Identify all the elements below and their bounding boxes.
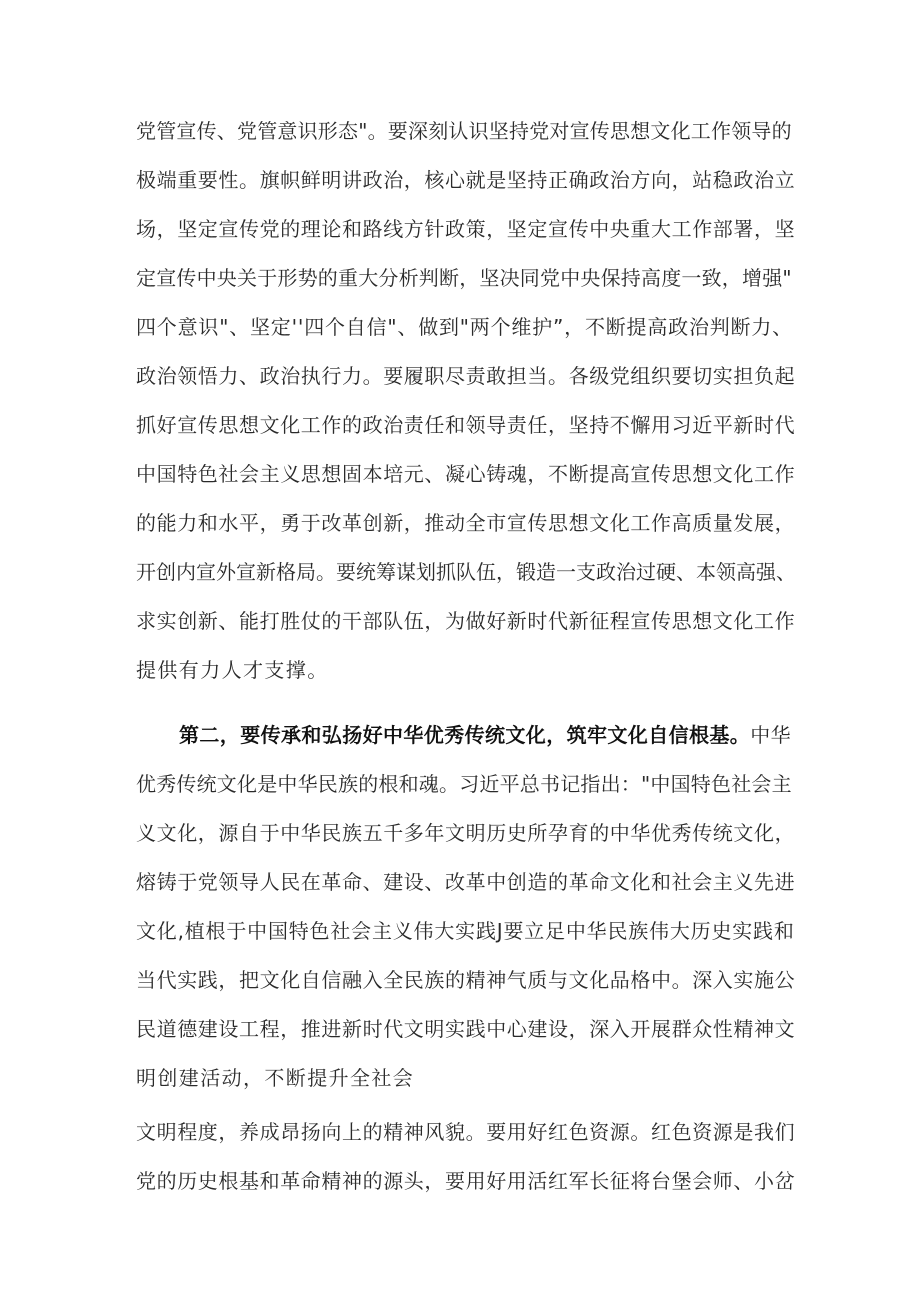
paragraph-1-line: 政治领悟力、政治执行力。要履职尽责敢担当。各级党组织要切实担负起 bbox=[136, 364, 796, 388]
paragraph-2-line: 民道德建设工程，推进新时代文明实践中心建设，深入开展群众性精神文 bbox=[136, 1017, 796, 1041]
paragraph-1-line: 求实创新、能打胜仗的干部队伍，为做好新时代新征程宣传思想文化工作 bbox=[136, 609, 796, 633]
paragraph-1-line: 场，坚定宣传党的理论和路线方针政策，坚定宣传中央重大工作部署，坚 bbox=[136, 217, 796, 241]
paragraph-1-line: 抓好宣传思想文化工作的政治责任和领导责任，坚持不懈用习近平新时代 bbox=[136, 413, 796, 437]
paragraph-2-line: 优秀传统文化是中华民族的根和魂。习近平总书记指出："中国特色社会主 bbox=[136, 772, 792, 796]
paragraph-3-line: 党的历史根基和革命精神的源头，要用好用活红军长征将台堡会师、小岔 bbox=[136, 1169, 796, 1193]
paragraph-1-line: 四个意识"、坚定''四个自信"、做到"两个维护”，不断提高政治判断力、 bbox=[136, 315, 793, 339]
paragraph-1-line: 党管宣传、党管意识形态"。要深刻认识坚持党对宣传思想文化工作领导的 bbox=[136, 119, 792, 143]
paragraph-1-line: 开创内宣外宣新格局。要统筹谋划抓队伍，锻造一支政治过硬、本领高强、 bbox=[136, 560, 796, 584]
paragraph-1-line: 中国特色社会主义思想固本培元、凝心铸魂，不断提高宣传思想文化工作 bbox=[136, 462, 796, 486]
paragraph-2-line: 义文化，源自于中华民族五千多年文明历史所孕育的中华优秀传统文化， bbox=[136, 821, 796, 845]
section-heading: 第二，要传承和弘扬好中华优秀传统文化，筑牢文化自信根基。 bbox=[179, 723, 751, 747]
paragraph-2-first-line bbox=[179, 718, 796, 752]
paragraph-2-line: 熔铸于党领导人民在革命、建设、改革中创造的革命文化和社会主义先进 bbox=[136, 870, 796, 894]
paragraph-2-line: 当代实践，把文化自信融入全民族的精神气质与文化品格中。深入实施公 bbox=[136, 968, 796, 992]
paragraph-2-line: 文化,植根于中国特色社会主义伟大实践J要立足中华民族伟大历史实践和 bbox=[136, 919, 795, 943]
paragraph-2-line: 明创建活动，不断提升全社会 bbox=[136, 1066, 415, 1090]
paragraph-3-line: 文明程度，养成昂扬向上的精神风貌。要用好红色资源。红色资源是我们 bbox=[136, 1120, 796, 1144]
paragraph-1-line: 极端重要性。旗帜鲜明讲政治，核心就是坚持正确政治方向，站稳政治立 bbox=[136, 168, 796, 192]
paragraph-2-lead-text: 中华 bbox=[750, 723, 792, 747]
paragraph-1-line: 提供有力人才支撑。 bbox=[136, 658, 329, 682]
paragraph-1-line: 定宣传中央关于形势的重大分析判断，坚决同党中央保持高度一致，增强" bbox=[136, 266, 792, 290]
paragraph-1-line: 的能力和水平，勇于改革创新，推动全市宣传思想文化工作高质量发展， bbox=[136, 511, 796, 535]
